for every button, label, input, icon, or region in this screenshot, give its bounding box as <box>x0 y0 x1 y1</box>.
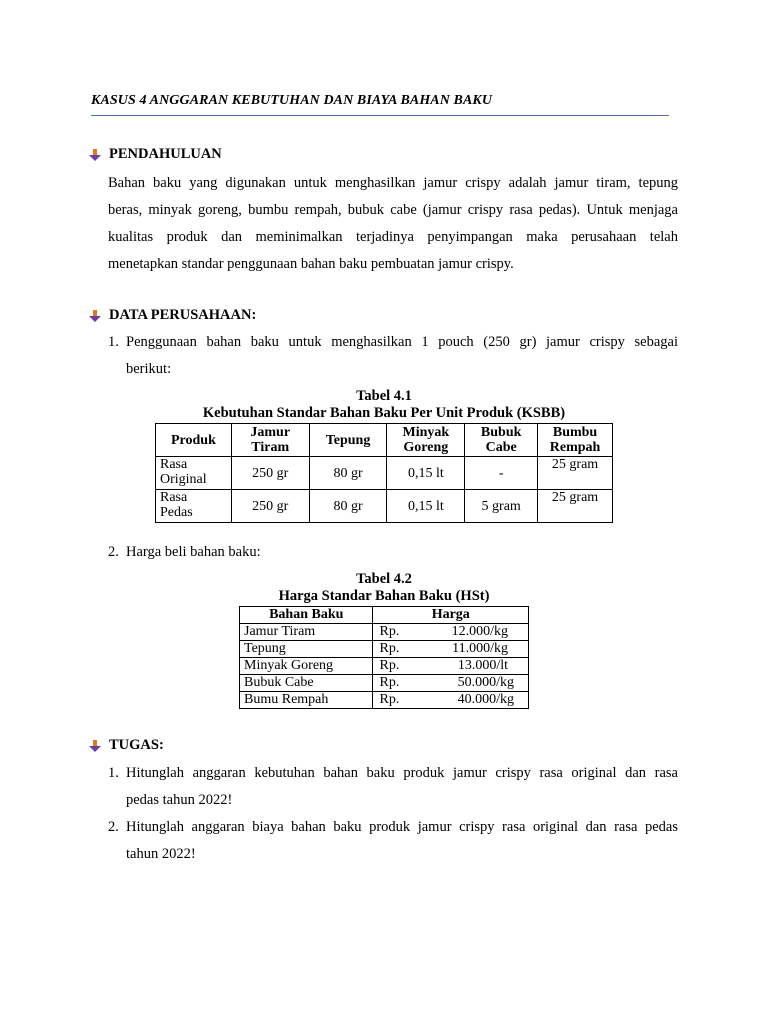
table2-caption-number: Tabel 4.2 <box>356 571 412 587</box>
section-heading-pendahuluan <box>88 146 222 163</box>
table-cell: 25 gram <box>538 457 613 490</box>
table-cell: 25 gram <box>538 490 613 523</box>
item-line: tahun 2022! <box>126 846 196 862</box>
table-cell: 0,15 lt <box>387 490 465 523</box>
data-item-2 <box>108 539 678 566</box>
column-header: Minyak Goreng <box>387 424 465 457</box>
table-cell-harga: Rp. 11.000/kg <box>373 641 529 658</box>
column-header: Jamur Tiram <box>231 424 309 457</box>
column-header: Bahan Baku <box>240 607 373 624</box>
section-heading-label: TUGAS: <box>109 737 164 753</box>
table-cell: 250 gr <box>231 490 309 523</box>
table-cell-bahan: Tepung <box>240 641 373 658</box>
table-cell: 0,15 lt <box>387 457 465 490</box>
paragraph-line: Bahan baku yang digunakan untuk menghasilkan jamur crispy adalah jamur tiram, tepung <box>108 175 678 191</box>
bullet-arrow-icon <box>88 148 102 162</box>
table-hst <box>239 606 529 709</box>
column-header: Tepung <box>309 424 387 457</box>
table-cell-harga: Rp. 50.000/kg <box>373 675 529 692</box>
section-heading-tugas <box>88 737 164 754</box>
item-number: 2. <box>108 819 119 835</box>
table-cell-produk: Rasa Pedas <box>156 490 232 523</box>
column-header: Produk <box>156 424 232 457</box>
document-title: KASUS 4 ANGGARAN KEBUTUHAN DAN BIAYA BAHAN BAKU <box>91 93 493 108</box>
paragraph-line: kualitas produk dan meminimalkan terjadinya penyimpangan maka perusahaan telah <box>108 229 678 245</box>
table-row <box>240 624 529 641</box>
table1-caption <box>155 388 613 422</box>
item-number: 2. <box>108 544 119 560</box>
table2-caption <box>239 571 529 605</box>
column-header: Harga <box>373 607 529 624</box>
table-row <box>156 457 613 490</box>
table-row <box>156 490 613 523</box>
tugas-item-1 <box>108 760 678 814</box>
item-number: 1. <box>108 765 119 781</box>
item-line: Penggunaan bahan baku untuk menghasilkan 1 pouch (250 gr) jamur crispy sebagai <box>126 334 678 350</box>
table-cell-bahan: Bubuk Cabe <box>240 675 373 692</box>
column-header: Bumbu Rempah <box>538 424 613 457</box>
table-cell-bahan: Minyak Goreng <box>240 658 373 675</box>
table-cell-bahan: Bumu Rempah <box>240 692 373 709</box>
table-ksbb <box>155 423 613 523</box>
table-cell: - <box>465 457 538 490</box>
table-cell-harga: Rp. 13.000/lt <box>373 658 529 675</box>
table-cell: 80 gr <box>309 490 387 523</box>
table-header-row <box>240 607 529 624</box>
table1-caption-title: Kebutuhan Standar Bahan Baku Per Unit Produk (KSBB) <box>202 405 566 421</box>
paragraph-line: menetapkan standar penggunaan bahan baku pembuatan jamur crispy. <box>108 256 514 272</box>
table-cell-bahan: Jamur Tiram <box>240 624 373 641</box>
item-line: Harga beli bahan baku: <box>126 544 261 560</box>
table-cell-harga: Rp. 40.000/kg <box>373 692 529 709</box>
item-line: pedas tahun 2022! <box>126 792 233 808</box>
section-heading-label: PENDAHULUAN <box>109 146 222 162</box>
table-row <box>240 658 529 675</box>
item-line: berikut: <box>126 361 172 377</box>
table-header-row <box>156 424 613 457</box>
table-row <box>240 692 529 709</box>
data-item-1 <box>108 329 678 383</box>
paragraph-line: beras, minyak goreng, bumbu rempah, bubuk cabe (jamur crispy rasa pedas). Untuk menjaga <box>108 202 678 218</box>
item-line: Hitunglah anggaran kebutuhan bahan baku produk jamur crispy rasa original dan rasa <box>126 765 678 781</box>
table1-caption-number: Tabel 4.1 <box>356 388 412 404</box>
table-cell: 250 gr <box>231 457 309 490</box>
table-cell: 80 gr <box>309 457 387 490</box>
item-line: Hitunglah anggaran biaya bahan baku produk jamur crispy rasa original dan rasa pedas <box>126 819 678 835</box>
column-header: Bubuk Cabe <box>465 424 538 457</box>
intro-paragraph <box>108 170 678 278</box>
table-cell-produk: Rasa Original <box>156 457 232 490</box>
item-number: 1. <box>108 334 119 350</box>
tugas-item-2 <box>108 814 678 868</box>
table-row <box>240 675 529 692</box>
bullet-arrow-icon <box>88 309 102 323</box>
table-cell: 5 gram <box>465 490 538 523</box>
table-row <box>240 641 529 658</box>
title-underline <box>91 115 669 116</box>
section-heading-label: DATA PERUSAHAAN: <box>109 307 257 323</box>
bullet-arrow-icon <box>88 739 102 753</box>
table2-caption-title: Harga Standar Bahan Baku (HSt) <box>278 588 490 604</box>
section-heading-data-perusahaan <box>88 307 256 324</box>
table-cell-harga: Rp. 12.000/kg <box>373 624 529 641</box>
